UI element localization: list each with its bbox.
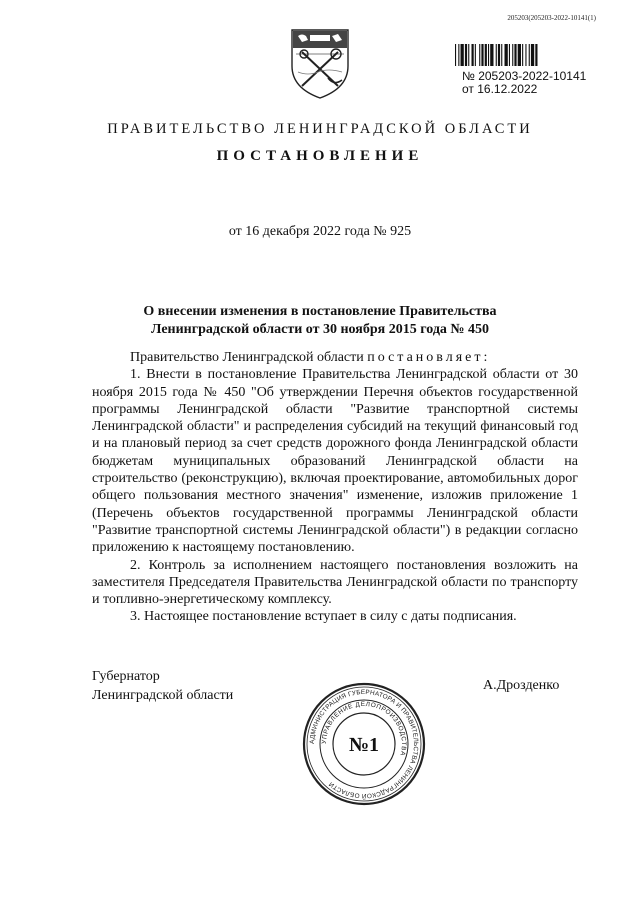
document-type: ПОСТАНОВЛЕНИЕ xyxy=(216,148,424,164)
document-subject xyxy=(0,303,640,339)
intro-prefix: Правительство Ленинградской области xyxy=(130,350,364,365)
intro-paragraph xyxy=(92,349,578,366)
signatory-position xyxy=(92,667,233,705)
document-body xyxy=(92,349,578,626)
registration-date: от 16.12.2022 xyxy=(462,82,538,96)
intro-verb: постановляет: xyxy=(367,350,491,365)
seal-number: №1 xyxy=(348,734,380,756)
issuing-authority: ПРАВИТЕЛЬСТВО ЛЕНИНГРАДСКОЙ ОБЛАСТИ xyxy=(107,121,533,137)
position-line-2: Ленинградской области xyxy=(92,688,234,703)
coat-of-arms-icon xyxy=(288,26,352,100)
document-date-number: от 16 декабря 2022 года № 925 xyxy=(228,224,412,239)
subject-line-2: Ленинградской области от 30 ноября 2015 года № 450 xyxy=(151,322,489,337)
subject-line-1: О внесении изменения в постановление Правительства xyxy=(143,304,497,319)
position-line-1: Губернатор xyxy=(92,669,160,684)
document-tracking-code: 205203(205203-2022-10141(1) xyxy=(507,14,596,22)
signatory-name: А.Дрозденко xyxy=(483,678,560,693)
clause-2: 2. Контроль за исполнением настоящего постановления возложить на заместителя Председателя Правительства Ленинградской области по транспорту и топливно-энергетическому комплексу. xyxy=(92,557,578,608)
seal-inner-text: УПРАВЛЕНИЕ ДЕЛОПРОИЗВОДСТВА xyxy=(320,700,408,757)
official-seal-stamp xyxy=(300,680,428,808)
seal-outer-text: АДМИНИСТРАЦИЯ ГУБЕРНАТОРА И ПРАВИТЕЛЬСТВА ЛЕНИНГРАДСКОЙ ОБЛАСТИ xyxy=(308,688,420,800)
registration-number: № 205203-2022-10141 xyxy=(462,69,587,83)
clause-3: 3. Настоящее постановление вступает в силу с даты подписания. xyxy=(130,609,517,625)
registration-block xyxy=(462,70,586,96)
barcode-icon xyxy=(455,44,597,66)
clause-1: 1. Внести в постановление Правительства Ленинградской области от 30 ноября 2015 года № 450 "Об утверждении Перечня объектов государственной программы Ленинградской области "Развитие транспортной системы Ленинградской области" и распределения субсидий на текущий финансовый год и на плановый период за счет средств дорожного фонда Ленинградской области бюджетам муниципальных образований Ленинградской области на строительство (реконструкцию), включая проектирование, автомобильных дорог общего пользования местного значения" изменение, изложив приложение 1 (Перечень объектов государственной программы Ленинградской области "Развитие транспортной системы Ленинградской области") в редакции согласно приложению к настоящему постановлению. xyxy=(92,367,578,556)
